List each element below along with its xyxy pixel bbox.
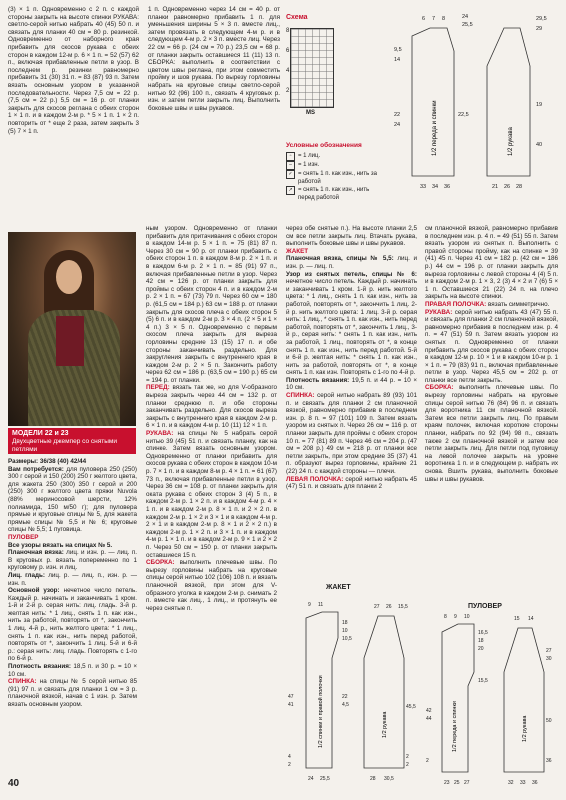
measure-label: 18 [342,620,348,626]
col4-text: см планочной вязкой, равномерно прибавив в последнем изн. р. 4 п. = 49 (51) 55 п. Затем вязать узором из снятых п. Выполнить с правой стороны пройму, как на спинке = 39 (41) 45 п. Через 41 см = 182 р. (42 см = 186 р.) 44 см = 196 р. от планки закрыть для выреза горловины с левой стороны 4 (4) 5 п. и в каждом 2-м р. 1 × 3, 2 (3) 4 × 2 и 7 (6) 5 × 1 п. Оставшиеся 21 (22) 24 п. на плечо закрыть на высоте спинки. [425,225,558,301]
plank-label: Планочная вязка, спицы № 5,5: [286,255,394,263]
measure-label: 16,5 [478,630,488,636]
measure-label: 11 [318,602,324,608]
measure-label: 24 [308,776,314,782]
measure-label: 32 [508,780,514,786]
spinka-text: на спицы № 5 серой нитью 85 (91) 97 п. и связать для планки 1 см = 3 р. планочной вязкой, начав с 1 изн. р. Затем вязать основным узором. [8,678,137,708]
measure-label: 9 [308,602,311,608]
spinka-label: СПИНКА: [286,392,315,400]
slip-front-symbol-icon: ↗ [286,186,295,195]
need-label: Вам потребуется: [8,465,64,473]
text-column-1 [8,458,137,778]
measure-label: 24 [394,122,401,128]
measure-label: 26 [504,184,511,190]
text-column-4 [425,225,558,585]
measure-label: 36 [532,780,538,786]
top-middle-text-column [148,6,280,211]
pullover-heading: ПУЛОВЕР [8,533,39,541]
chart-row-label: 2 [286,88,290,94]
measure-label: 29 [536,26,543,32]
model-photo [8,232,136,426]
measure-label: 2 [406,754,409,760]
measure-label: 28 [516,184,523,190]
measure-label: 10 [464,614,470,620]
measure-label: 36 [444,184,451,190]
col3-text: через обе снятые п.). На высоте планки 2,5 см все петли закрыть лиц. Втачать рукава, выполнить боковые швы и швы рукавов. [286,225,417,248]
page-number: 40 [8,778,20,789]
measure-label: 9,5 [394,47,402,53]
measure-label: 50 [546,718,552,724]
pered-text: вязать так же, но для V-образного выреза закрыть через 44 см = 132 р. от планки среднюю п. и обе стороны заканчивать раздельно. Для скосов выреза закрыть с внутреннего края в каждом 2-м р. 6 × 1 п. и в каждом 4-м р. 10 (11) 12 × 1 п. [146,384,277,430]
density-text: 19,5 п. и 44 р. = 10 × 10 см. [286,376,417,392]
measure-label: 9 [454,614,457,620]
sborka-text: выполнить плечевые швы. По вырезу горловины набрать на круговые спицы серой нитью 76 (84) 96 п. и связать для воротника 11 см планочной вязкой. Затем все петли закрыть лиц. По правым краям полочек, включая короткие стороны планки, набрать по 92 (94) 98 п., связать также 2 см планочной вязкой и затем все петли закрыть лиц. Для петли под пуговицу на левой полочке закрыть на уровне воротника 1 п. и в следующем р. набрать их снова. Вшить рукава, выполнить боковые швы и швы рукавов. [425,384,558,483]
measure-label: 8 [444,614,447,620]
chart-row-label: 8 [286,28,290,34]
measure-label: 22 [394,112,401,118]
rukava-label: РУКАВА: [146,430,174,438]
model-title: МОДЕЛИ 22 и 23 [12,430,69,437]
sizes: Размеры: 36/38 (40) 42/44 [8,458,87,465]
measure-label: 18 [478,638,484,644]
main-pattern-label: Основной узор: [8,587,60,595]
top-middle-text: 1 п. Одновременно через 14 см = 40 р. от планки равномерно прибавить 1 п. для уменьшения ширины 5 × 3 п. вместе лиц., затем провязать в следующем 4-м р. и в следующем 4-м р. 2 × 3 п. вместе лиц. Через 22 см = 66 р. (24 см = 70 р.) 23,5 см = 68 р. от планки закрыть оставшиеся 11 (11) 13 п. СБОРКА: выполнить в соответствии с цветом швы реглана, при этом совместить пройму и шов рукава. По вырезу горловины набрать на круговые спицы светло-серой нитью 92 (96) 100 п., связать 4 круговых р. изн. и затем петли закрыть лиц. Выполнить боковые швы и швы рукавов. [148,6,280,112]
density-label: Плотность вязания: [8,663,72,671]
uzor-text: нечетное число петель. Каждый р. начинать и заканчивать 1 кром. 1-й р. нить желтого цвета: * 1 лиц., снять 1 п. как изн., нить за работой, повторять от *, закончить 1 лиц. 2-й р. нить желтого цвета: 1 лиц. 3-й р. серая нить: 1 лиц., * снять 1 п. как изн., нить перед работой, повторять от *, закончить 1 лиц., 3-й р., серая нить: * снять 1 п. как изн., нить за работой, 1 лиц., повторять от *, в конце снять 1 п. как изн., нить перед работой. 5-й и 6-й р. желтая нить: * снять 1 п. как изн., нить за работой, повторять от *, в конце снять 1 п. как изн. Повторять с 1-го по 4-й р. [286,278,417,377]
measure-label: 2 [288,762,291,768]
left-front-label: ЛЕВАЯ ПОЛОЧКА: [286,475,344,483]
measure-label: 34 [432,184,439,190]
rukava-label: РУКАВА: [425,308,453,316]
measure-label: 27 [374,604,380,610]
jacket-pattern-diagram [286,598,421,788]
legend-text: = 1 лиц. [298,153,321,159]
top-left-text-column [8,6,139,211]
glad-label: Лиц. гладь: [8,571,46,579]
right-front-text: вязать симметрично. [488,300,550,308]
chart-ms-label: MS [306,110,315,116]
measure-label: 10,5 [342,636,352,642]
spinka-text: серой нитью набрать 89 (93) 101 п. и связать для планки 2 см планочной вязкой, равномерно прибавив в последнем изн. р. 8 п. = 97 (101) 109 п. Затем вязать узором из снятых п. Через 26 см = 116 р. от планки закрыть для проймы с обеих сторон 10 п. = 77 (81) 89 п. Через 46 см = 204 р. (47 см = 208 р.) 49 см = 218 р. от планки все петли закрыть, при этом средние 35 (37) 41 п. образуют вырез горловины, крайние 21 (22) 24 п. с каждой стороны — плечи. [286,392,417,475]
measure-label: 33 [420,184,427,190]
density-label: Плотность вязания: [286,376,350,384]
measure-label: 40 [536,142,543,148]
pullover-sleeve-piece-outline [504,628,544,772]
right-front-label: ПРАВАЯ ПОЛОЧКА: [425,300,487,308]
spinka-label: СПИНКА: [8,678,37,686]
sborka-label: СБОРКА: [425,384,454,392]
measure-label: 27 [546,648,552,654]
measure-label: 29,5 [536,16,547,22]
jacket-heading: ЖАКЕТ [286,247,309,255]
top-left-text: (3) × 1 п. Одновременно с 2 п. с каждой стороны закрыть на высоте спинки РУКАВА: светло-серой нитью набрать 40 (45) 50 п. и связать для планки 40 см = 80 р. резинкой. Одновременно от наборного края прибавить для скосов рукава с обеих сторон в каждом 12-м р. 6 × 1 п. = 52 (57) 62 п., включая прибавленные петли в узор. В последнем р. резинки равномерно прибавить 31 (30) 31 п. = 83 (87) 93 п. Затем вязать основным узором в указанной последовательности. Через 7,5 см = 22 р. (7,5 см = 22 р.) 5,5 см = 16 р. от планки закрыть для скосов реглана с обеих сторон 1 × 1 п. и в каждом 2-м р. * 5 × 1 п. 1 × 2 п. повторить от * еще 2 раза, затем закрыть 3 (5) 7 × 1 п. [8,6,139,135]
measure-label: 25 [454,780,460,786]
measure-label: 10 [342,628,348,634]
legend-text: = снять 1 п. как изн., нить перед работой [298,187,370,201]
measure-label: 26 [386,604,392,610]
sborka-label: СБОРКА: [146,559,175,567]
measure-label: 36 [546,758,552,764]
text-column-2 [146,225,277,780]
pullover-front-back-piece-outline [442,624,474,772]
measure-label: 33 [520,780,526,786]
measure-label: 21 [492,184,499,190]
stitch-chart-grid [290,28,334,108]
chart-row-label: 6 [286,48,290,54]
rukava-text: на спицы № 5 набрать серой нитью 39 (45) 51 п. и связать планку, как на спинке. Затем вязать основным узором. Одновременно от планки прибавить для скосов рукава с обеих сторон в каждом 10-м р. 7 × 1 п. и в каждом 8-м р. 4 × 1 п. = 61 (67) 73 п., включая прибавленные петли в узор. Через 36 см = 108 р. от планки закрыть для оката рукава с обеих сторон 3 (4) 5 п., в каждом 2-м р. 1 × 2 п. и в каждом 4-м р. 4 × 1 п. и в каждом 2-м р. 8 × 1 п. и 2 × 2 п. в каждом 2-м р. 1 × 2 и 3 × 1 и в каждом 4-м р. 2 × 1 и в каждом 2-м р. 8 × 1 и 2 × 2 п.) в каждом 2-м р. 1 × 2 п. и 3 × 1 п. и в каждом 4-м р. 1 × 1 п. и в каждом 2-м р. 9 × 1 и 2 × 2 п. Через 50 см = 150 р. от планки закрыть оставшиеся 15 п. [146,430,277,559]
measure-label: 14 [394,57,401,63]
legend-item [286,161,386,170]
jacket-diagram-title: ЖАКЕТ [326,584,351,591]
legend-item [286,186,386,202]
measure-label: 30 [546,656,552,662]
measure-label: 15,5 [478,678,488,684]
purl-symbol-icon: – [286,161,295,170]
diagram-piece-label: 1/2 спинки и правой полочки [318,675,324,748]
diagram-piece-label: 1/2 переда и спинки [432,100,438,156]
knit-symbol-icon: ▫ [286,152,295,161]
measure-label: 25,5 [462,22,473,28]
measure-label: 27 [464,780,470,786]
scheme-block [286,14,386,214]
measure-label: 41 [288,702,294,708]
measure-label: 22 [342,694,348,700]
diagram-piece-label: 1/2 рукава [508,127,514,156]
legend [286,142,386,202]
text-column-3 [286,225,417,585]
measure-label: 28 [370,776,376,782]
diagram-piece-label: 1/2 рукава [522,715,528,742]
model-subtitle: Двухцветные джемпер со снятыми петлями [12,438,118,453]
measure-label: 14 [528,616,534,622]
measure-label: 15 [514,616,520,622]
uzor-label: Узор из снятых петель, спицы № 6: [286,270,417,278]
photo-face [56,260,82,294]
measure-label: 23 [444,780,450,786]
need-text: для пуловера 250 (250) 300 г серой и 150 (200) 250 г желтого цвета, для жакета 250 (300) 350 г серой и 200 (250) 300 г желтого цвета пряжи Nuvola (88% мериносовой шерсти, 12% полиамида, 150 м/50 г); для пуловера прямые и круговые спицы № 5, для жакета прямые спицы № 5,5 и № 6; круговые спицы № 5,5; 1 пуговица. [8,465,137,534]
measure-label: 4 [288,754,291,760]
pullover-pattern-diagram [424,612,560,788]
legend-text: = 1 изн. [298,162,320,168]
measure-label: 15,5 [398,604,408,610]
measure-label: 30,5 [384,776,394,782]
scheme-title: Схема [286,14,308,21]
measure-label: 42 [426,708,432,714]
chart-row-label: 4 [286,68,290,74]
jacket-sleeve-piece-outline [364,616,404,768]
col2-text: ным узором. Одновременно от планки прибавить для притачивания с обеих сторон в каждом 14-м р. 5 × 1 п. = 75 (81) 87 п. Через 30 см = 90 р. от планки прибавить с обеих сторон 1 п. в каждом 8-м р. 2 × 1 п. и в каждом 6-м р. 2 × 1 п. = 85 (91) 97 п., включая прибавленные петли в узор. Через 42 см = 126 р. от планки закрыть для проймы с обеих сторон 4 п. и в каждом 2-м р. 2 × 1 п. = 67 (73) 79 п. Через 60 см = 180 р. (61,5 см = 184 р.) 63 см = 188 р. от планки закрыть для скосов плеча с обеих сторон 5 (5) 6 п. и в каждом 2-м р. 3 × 4 п. (2 × 5 и 1 × 4 п.) 3 × 5 п. Одновременно с первым скосом плеча закрыть для выреза горловины средние 13 (15) 17 п. и обе стороны заканчивать раздельно. Для закругления закрыть с внутреннего края в каждом 2-м р. 2 × 5 п. Закончить работу через 62 см = 186 р. (63,5 см = 190 р.) 65 см = 194 р. от планки. [146,225,277,384]
measure-label: 7 [432,16,436,22]
measure-label: 2 [406,762,409,768]
plank-label: Планочная вязка: [8,549,64,557]
legend-title: Условные обозначения [286,142,362,149]
rukava-text: серой нитью набрать 43 (47) 55 п. и связать для планки 2 см планочной вязкой, равномерно прибавив в последнем изн. р. 4 п. = 47 (51) 59 п. Затем вязать узором из снятых п. Одновременно от планки прибавить для скосов рукава с обеих сторон в каждом 12-м р. 10 × 1 и в каждом 10-м р. 1 × 1 п. = 79 (83) 91 п., включая прибавленные петли в узор. Через 45,5 см = 202 р. от планки все петли закрыть. [425,308,558,384]
main-pattern-text: нечетное число петель. Каждый р. начинать и заканчивать 1 кром. 1-й и 2-й р. серая нить: лиц. гладь. 3-й р. желтая нить: * 1 лиц., снять 1 п. как изн., нить за работой, повторять от *, закончить 1 лиц. 4-й р., нить желтого цвета: * 1 лиц., снять 1 п. как изн., нить перед работой, повторять от *, закончить 1 лиц. 5-й и 6-й р.: серая нить: лиц. гладь. Повторять с 1-го по 6-й р. [8,587,137,663]
photo-top [56,316,84,366]
plank-text: лиц. и изн. р. — лиц. п. В круговых р. вязать попеременно по 1 круговому р. изн. и лиц. [8,549,137,572]
measure-label: 24 [462,14,469,20]
pullover-subheading: Все узоры вязать на спицах № 5. [8,541,113,549]
legend-text: = снять 1 п. как изн., нить за работой [298,171,377,185]
measure-label: 47 [288,694,294,700]
pullover-diagram-title: ПУЛОВЕР [468,603,502,610]
diagram-piece-label: 1/2 переда и спинки [452,701,458,752]
legend-item [286,170,386,186]
measure-label: 8 [442,16,446,22]
model-caption [8,428,136,454]
measure-label: 2 [426,758,429,764]
measure-label: 25,5 [320,776,330,782]
density-text: 18,5 п. и 30 р. = 10 × 10 см. [8,663,137,678]
left-front-text: серой нитью набрать 45 (47) 51 п. и связать для планки 2 [286,475,417,491]
slip-back-symbol-icon: ✓ [286,170,295,179]
glad-text: лиц. р. — лиц. п., изн. р. — изн. п. [8,571,137,587]
legend-item [286,152,386,161]
measure-label: 20 [478,646,484,652]
measure-label: 19 [536,102,543,108]
measure-label: 45,5 [406,704,416,710]
measure-label: 4,5 [342,702,349,708]
pered-label: ПЕРЕД: [146,384,170,392]
top-pattern-diagram [392,6,560,206]
sborka-text: выполнить плечевые швы. По вырезу горловины набрать на круговые спицы серой нитью 102 (106) 108 п. и вязать планочной вязкой, при этом для V-образного уголка в каждом 2-м р. снимать 2 п. вместе как лиц., 1 лиц., и протянуть ее через снятые п. [146,559,277,612]
measure-label: 22,5 [458,112,469,118]
measure-label: 44 [426,716,432,722]
measure-label: 6 [422,16,426,22]
diagram-piece-label: 1/2 рукава [382,711,388,738]
plank-text: лиц. и изн. р. — лиц. п. [286,255,417,270]
